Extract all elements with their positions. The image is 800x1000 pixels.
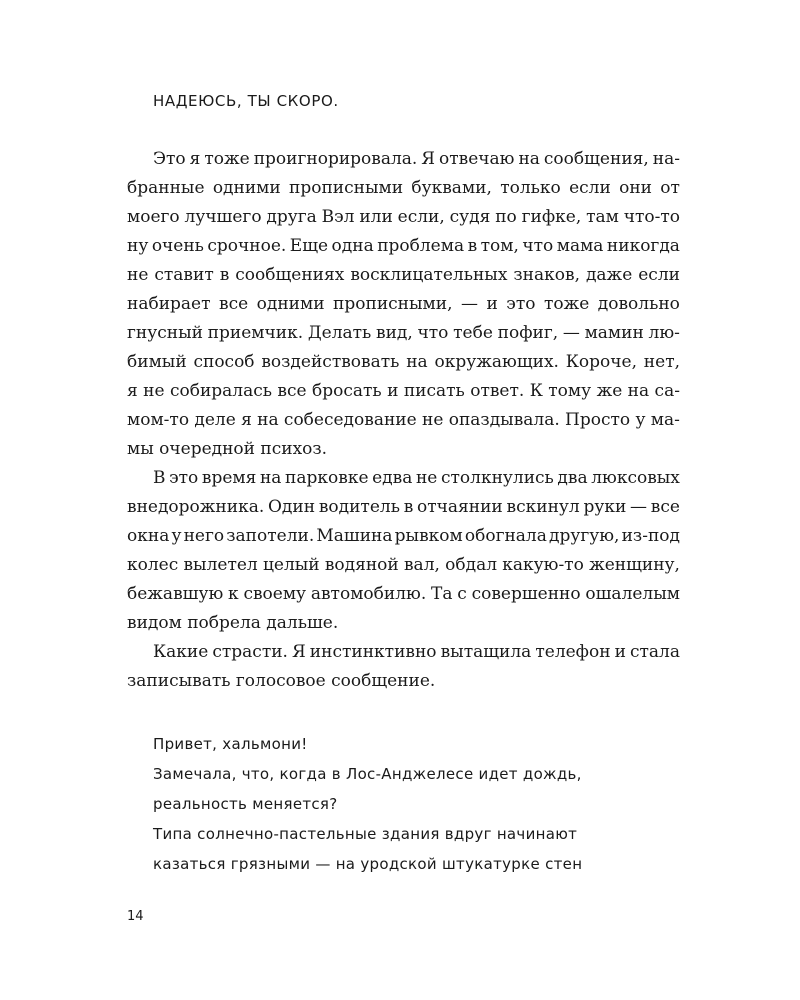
text-line: бимый способ воздействовать на окружающих. Короче, нет,	[127, 352, 680, 372]
text-line: видом побрела дальше.	[127, 613, 339, 633]
voice-message-line: казаться грязными — на уродской штукатурке стен	[153, 855, 583, 873]
text-line: моего лучшего друга Вэл или если, судя по гифке, там что-то	[127, 207, 680, 227]
paragraph	[127, 464, 680, 638]
text-line: В это время на парковке едва не столкнулись два люксовых	[153, 468, 680, 488]
text-line: окна у него запотели. Машина рывком обогнала другую, из-под	[127, 526, 680, 546]
text-line: гнусный приемчик. Делать вид, что тебе пофиг, — мамин лю-	[127, 323, 680, 343]
text-line: записывать голосовое сообщение.	[127, 671, 436, 691]
text-line: Какие страсти. Я инстинктивно вытащила телефон и стала	[153, 642, 680, 662]
page-number: 14	[127, 909, 144, 924]
text-line: набирает все одними прописными, — и это тоже довольно	[127, 294, 680, 314]
text-line: мы очередной психоз.	[127, 439, 328, 459]
voice-message-line: Привет, хальмони!	[153, 735, 308, 753]
text-line: не ставит в сообщениях восклицательных знаков, даже если	[127, 265, 680, 285]
body-text	[127, 145, 680, 696]
voice-message-line: Типа солнечно-пастельные здания вдруг начинают	[153, 825, 578, 843]
text-line: бежавшую к своему автомобилю. Та с совершенно ошалелым	[127, 584, 680, 604]
voice-message-line: Замечала, что, когда в Лос-Анджелесе идет дождь,	[153, 765, 582, 783]
text-line: внедорожника. Один водитель в отчаянии вскинул руки — все	[127, 497, 680, 517]
paragraph	[127, 145, 680, 464]
voice-message-line: реальность меняется?	[153, 795, 338, 813]
paragraph	[127, 638, 680, 696]
text-line: бранные одними прописными буквами, только если они от	[127, 178, 680, 198]
text-line: я не собиралась все бросать и писать ответ. К тому же на са-	[127, 381, 680, 401]
text-line: Это я тоже проигнорировала. Я отвечаю на сообщения, на-	[153, 149, 680, 169]
sms-message-text: НАДЕЮСЬ, ТЫ СКОРО.	[153, 92, 339, 110]
voice-message-text	[153, 729, 582, 879]
text-line: ну очень срочное. Еще одна проблема в том, что мама никогда	[127, 236, 680, 256]
text-line: колес вылетел целый водяной вал, обдал какую-то женщину,	[127, 555, 680, 575]
text-line: мом-то деле я на собеседование не опаздывала. Просто у ма-	[127, 410, 680, 430]
